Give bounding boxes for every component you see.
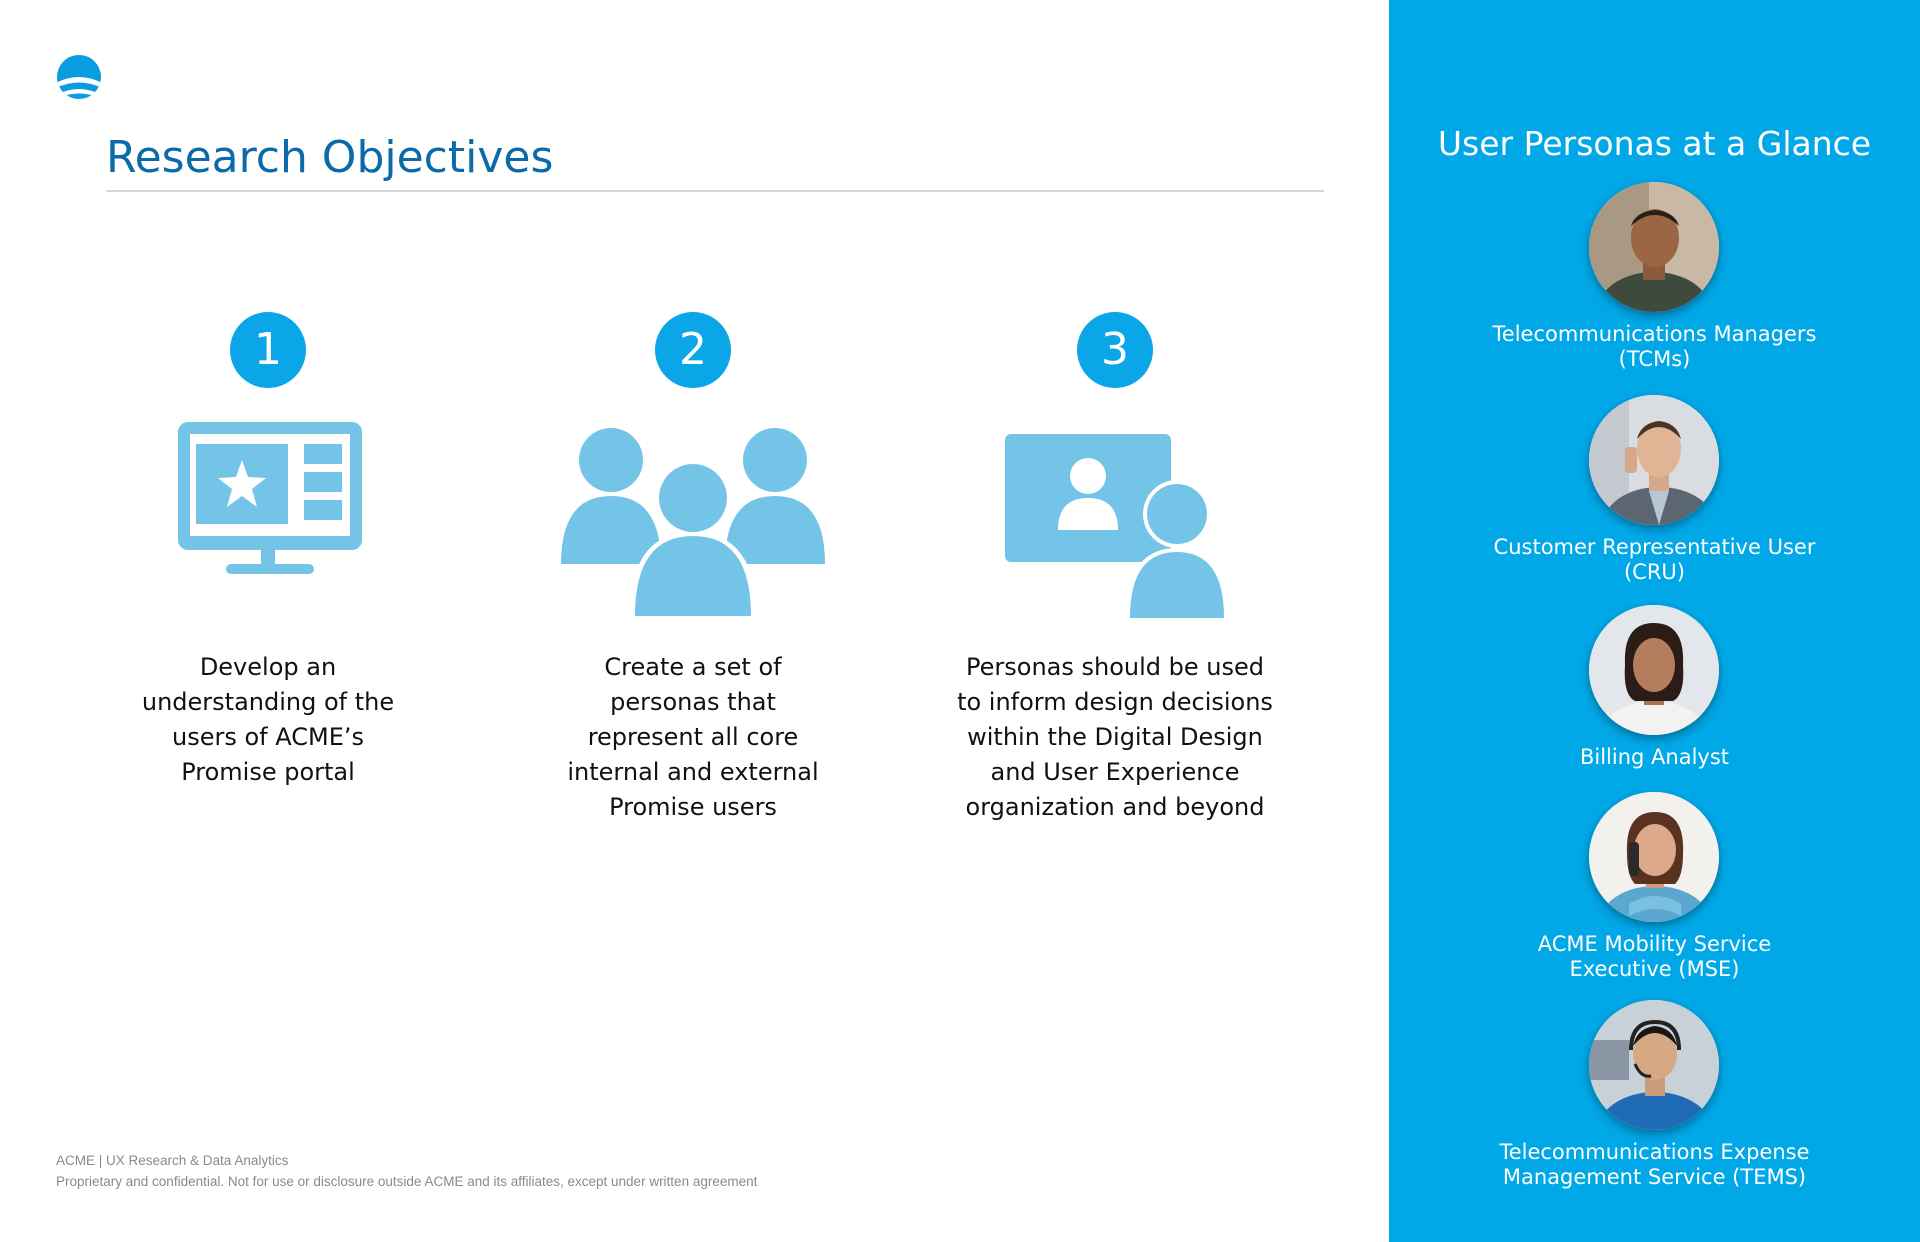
persona-photo-avatar	[1589, 1000, 1719, 1130]
footer-confidentiality-notice: Proprietary and confidential. Not for use or disclosure outside ACME and its affiliates, except under written agreement	[56, 1174, 758, 1189]
objective-description: Personas should be used to inform design decisions within the Digital Design and User Experience organization and beyond	[957, 653, 1273, 821]
user-profile-card-icon	[925, 422, 1305, 622]
objective-2	[503, 312, 883, 832]
persona-label: Customer Representative User (CRU)	[1493, 535, 1816, 584]
objective-description: Create a set of personas that represent all core internal and external Promise users	[567, 653, 819, 821]
persona-label: Telecommunications Expense Management Service (TEMS)	[1499, 1140, 1810, 1189]
objective-number-badge: 1	[230, 312, 306, 388]
persona-photo-avatar	[1589, 395, 1719, 525]
personas-sidebar	[1389, 0, 1920, 1242]
persona-label: ACME Mobility Service Executive (MSE)	[1537, 932, 1772, 981]
persona-photo-avatar	[1589, 792, 1719, 922]
footer	[56, 1150, 757, 1192]
objective-number-badge: 3	[1077, 312, 1153, 388]
user-group-icon	[503, 422, 883, 622]
page-title: Research Objectives	[106, 132, 554, 183]
footer-org-line: ACME | UX Research & Data Analytics	[56, 1153, 289, 1168]
sidebar-title: User Personas at a Glance	[1437, 124, 1872, 163]
objective-number-badge: 2	[655, 312, 731, 388]
objective-description: Develop an understanding of the users of ACME’s Promise portal	[141, 653, 395, 786]
acme-globe-logo-icon	[56, 54, 102, 100]
objective-1	[78, 312, 458, 832]
monitor-star-icon	[78, 422, 458, 622]
persona-label: Billing Analyst	[1579, 745, 1730, 769]
persona-photo-avatar	[1589, 605, 1719, 735]
title-divider	[106, 190, 1324, 192]
objective-3	[925, 312, 1305, 832]
persona-photo-avatar	[1589, 182, 1719, 312]
persona-label: Telecommunications Managers (TCMs)	[1492, 322, 1817, 371]
